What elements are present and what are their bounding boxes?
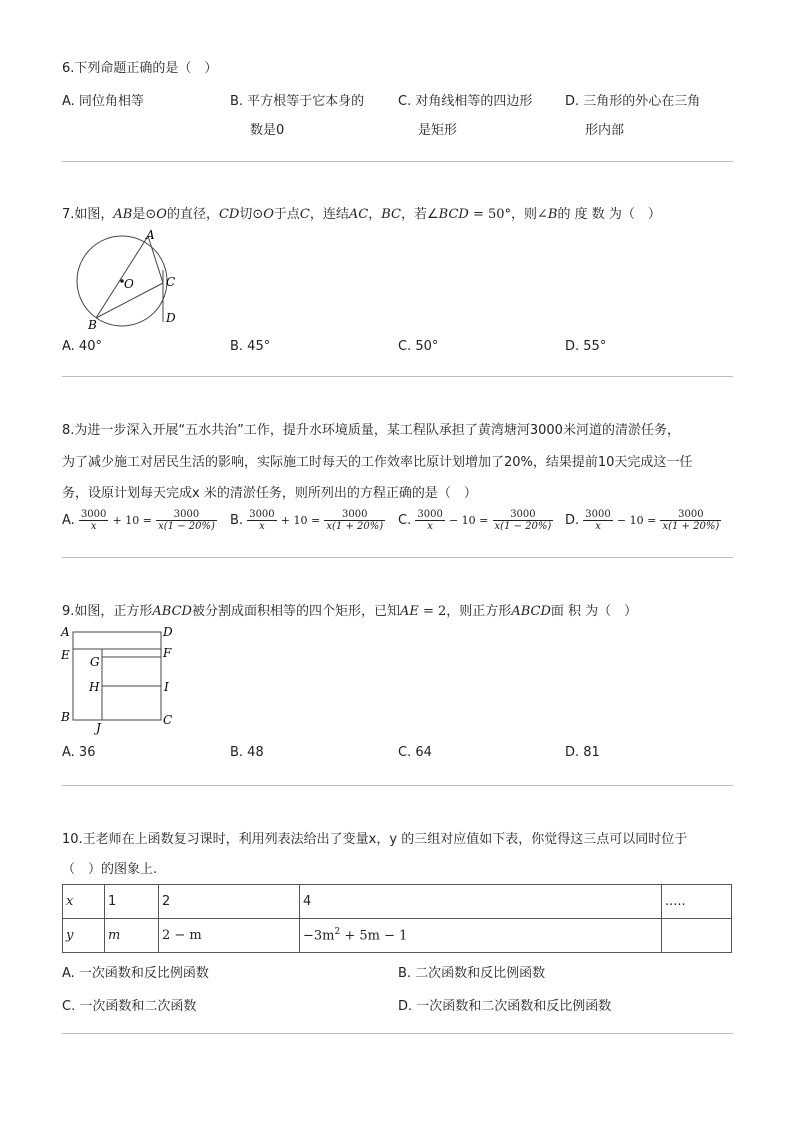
divider [62,557,733,558]
q9-option-c[interactable]: C. 64 [398,745,432,760]
diameter-ab [96,236,148,318]
divider [62,161,733,162]
q6-option-d-line2[interactable]: 形内部 [585,123,625,138]
divider [62,785,733,786]
q6-option-c-line2[interactable]: 是矩形 [418,123,458,138]
table-cell [662,919,732,953]
q9-option-d[interactable]: D. 81 [565,745,600,760]
table-cell: ..... [662,885,732,919]
q7-option-a[interactable]: A. 40° [62,339,102,354]
table-cell: $-3m^2 + 5m - 1$ [300,919,662,953]
label-b: B [88,318,97,332]
q8-option-b[interactable]: B. $\frac{3000}{x}$ + 10 = $\frac{3000}{x(1 + 20\%)}$ [230,509,384,532]
label-c: C [166,275,176,289]
table-cell: x [63,885,105,919]
q6-stem: 6.下列命题正确的是（ ） [62,61,218,76]
label-o: O [124,277,134,291]
label-a: A [146,228,155,242]
q7-stem: 7.如图，AB是⊙O的直径，CD切⊙O于点C，连结AC，BC，若∠BCD = 50°，则∠B的 度 数 为（ ） [62,207,661,222]
table-cell: 4 [300,885,662,919]
label-a: A [61,625,70,639]
q7-circle-figure [62,226,192,336]
q10-option-b[interactable]: B. 二次函数和反比例函数 [398,966,546,981]
label-b: B [61,710,70,724]
label-e: E [61,648,70,662]
q10-option-a[interactable]: A. 一次函数和反比例函数 [62,966,209,981]
table-row [63,885,732,919]
q6-option-b-line2[interactable]: 数是0 [250,123,285,138]
q10-option-d[interactable]: D. 一次函数和二次函数和反比例函数 [398,999,612,1014]
table-cell: y [63,919,105,953]
q10-stem-line2: （ ）的图象上. [62,862,158,877]
q7-option-c[interactable]: C. 50° [398,339,439,354]
table-cell: m [105,919,159,953]
q9-stem: 9.如图，正方形ABCD被分割成面积相等的四个矩形，已知AE = 2，则正方形ABCD面 积 为（ ） [62,604,638,619]
q8-option-d[interactable]: D. $\frac{3000}{x}$ − 10 = $\frac{3000}{x(1 + 20\%)}$ [565,509,720,532]
q8-stem-line1: 8.为进一步深入开展“五水共治”工作，提升水环境质量，某工程队承担了黄湾塘河3000米河道的清淤任务， [62,423,680,438]
label-c: C [163,713,173,727]
q6-option-b-line1[interactable]: B. 平方根等于它本身的 [230,94,365,109]
table-cell: 2 [159,885,300,919]
table-row [63,919,732,953]
divider [62,1033,733,1034]
q8-option-c[interactable]: C. $\frac{3000}{x}$ − 10 = $\frac{3000}{x(1 - 20\%)}$ [398,509,552,532]
label-g: G [90,655,100,669]
q10-value-table [62,884,732,953]
q10-option-c[interactable]: C. 一次函数和二次函数 [62,999,197,1014]
q9-option-b[interactable]: B. 48 [230,745,264,760]
segment-ac [148,236,163,283]
label-d: D [163,625,173,639]
q10-stem-line1: 10.王老师在上函数复习课时，利用列表法给出了变量x，y 的三组对应值如下表，你觉得这三点可以同时位于 [62,832,688,847]
label-j: J [96,721,101,735]
label-d: D [166,311,176,325]
q6-option-c-line1[interactable]: C. 对角线相等的四边形 [398,94,533,109]
q8-stem-line3: 务，设原计划每天完成x 米的清淤任务，则所列出的方程正确的是（ ） [62,486,477,501]
q7-option-d[interactable]: D. 55° [565,339,607,354]
label-f: F [163,646,172,660]
label-h: H [89,680,100,694]
table-cell: 2 − m [159,919,300,953]
divider [62,376,733,377]
q6-option-a[interactable]: A. 同位角相等 [62,94,144,109]
table-cell: 1 [105,885,159,919]
q8-stem-line2: 为了减少施工对居民生活的影响，实际施工时每天的工作效率比原计划增加了20%，结果提前10天完成这一任 [62,455,693,470]
q9-square-figure [60,624,180,736]
label-i: I [164,680,169,694]
q7-option-b[interactable]: B. 45° [230,339,271,354]
q8-option-a[interactable]: A. $\frac{3000}{x}$ + 10 = $\frac{3000}{x(1 - 20\%)}$ [62,509,215,532]
q9-option-a[interactable]: A. 36 [62,745,96,760]
square-abcd [73,632,161,720]
q6-option-d-line1[interactable]: D. 三角形的外心在三角 [565,94,701,109]
